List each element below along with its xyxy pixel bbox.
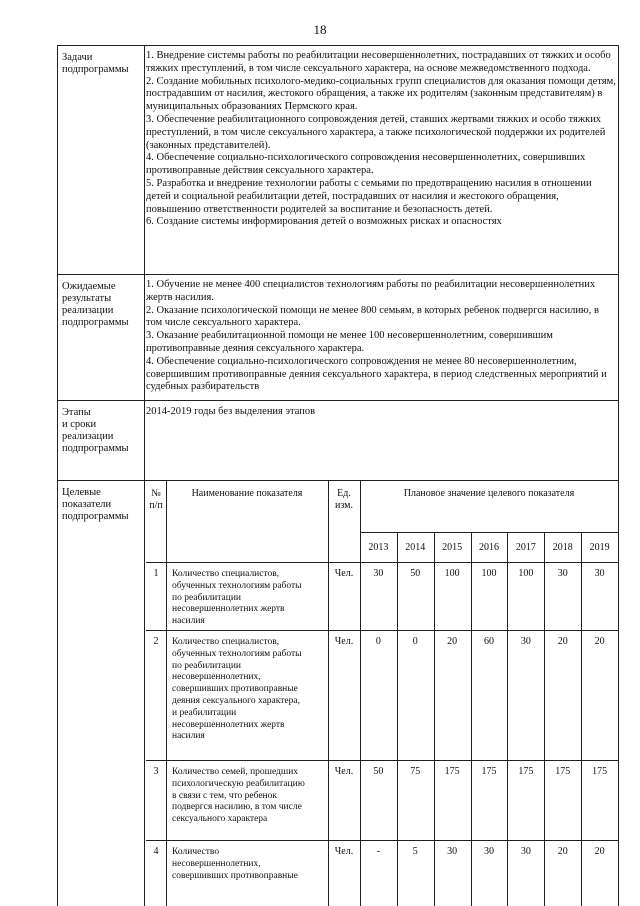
results-item: 4. Обеспечение социально-психологического сопровождения не менее 80 несовершеннолетним, совершившим противоправные деяния сексуального характера, в период следственных мероприятий и судебных разбирательств	[146, 355, 607, 393]
row-value-2013: -	[376, 846, 381, 857]
header-year: 2014	[405, 542, 426, 553]
tasks-content	[146, 50, 616, 229]
row-value-2016: 60	[483, 636, 494, 647]
tasks-item: 4. Обеспечение социально-психологического сопровождения несовершеннолетних, совершивших противоправные действия сексуального характера.	[146, 152, 586, 177]
header-year: 2019	[589, 542, 610, 553]
results-label: Ожидаемые результаты реализации подпрограммы	[62, 281, 129, 328]
row-number: 3	[153, 766, 159, 777]
row-indicator-name: Количество специалистов, обученных технологиям работы по реабилитации несовершеннолетних, совершивших противоправные деяния сексуального характера, и реабилитации несовершеннолетних жертв насилия	[172, 637, 302, 742]
row-value-2014: 0	[412, 636, 418, 647]
table-rule	[146, 840, 618, 841]
row-value-2014: 50	[410, 568, 421, 579]
header-year: 2013	[368, 542, 389, 553]
indicators-label: Целевые показатели подпрограммы	[62, 487, 129, 522]
header-year: 2018	[552, 542, 573, 553]
row-value-2018: 20	[557, 846, 568, 857]
table-rule	[328, 480, 329, 906]
tasks-item: 6. Создание системы информирования детей о возможных рисках и опасностях	[146, 216, 502, 228]
tasks-item: 3. Обеспечение реабилитационного сопровождения детей, ставших жертвами тяжких и особо тяжких преступлений, в том числе сексуального характера, а также психологической поддержки их родителей (законных представителей).	[146, 113, 606, 151]
table-rule	[166, 480, 167, 906]
row-value-2015: 20	[447, 636, 458, 647]
row-value-2013: 50	[373, 766, 384, 777]
row-value-2014: 75	[410, 766, 421, 777]
row-value-2017: 100	[518, 568, 534, 579]
row-number: 1	[153, 568, 159, 579]
header-year: 2016	[478, 542, 499, 553]
row-value-2019: 20	[594, 636, 605, 647]
row-value-2017: 175	[518, 766, 534, 777]
results-item: 3. Оказание реабилитационной помощи не менее 100 несовершеннолетним, совершившим противоправные деяния сексуального характера.	[146, 330, 553, 354]
row-value-2016: 100	[481, 568, 497, 579]
results-item: 2. Оказание психологической помощи не менее 800 семьям, в которых ребенок подвергся насилию, в том числе сексуального характера.	[146, 304, 599, 329]
header-name: Наименование показателя	[191, 488, 303, 499]
row-divider	[58, 400, 618, 401]
row-value-2018: 30	[557, 568, 568, 579]
row-indicator-name: Количество семей, прошедших психологическую реабилитацию в связи с тем, что ребенок подвергся насилию, в том числе сексуального характера	[172, 767, 305, 825]
table-rule	[146, 630, 618, 631]
header-year: 2017	[515, 542, 536, 553]
table-rule	[146, 562, 618, 563]
row-number: 2	[153, 636, 159, 647]
passport-table	[57, 45, 619, 906]
row-value-2014: 5	[412, 846, 418, 857]
table-rule	[146, 760, 618, 761]
indicator-table	[146, 480, 618, 906]
tasks-label: Задачи подпрограммы	[62, 52, 129, 75]
tasks-item: 5. Разработка и внедрение технологии работы с семьями по предотвращению насилия в отношении детей и социальной реабилитации детей, пострадавших от насилия и жестокого обращения, повышению ответственности родителей за воспитание и безопасность детей.	[146, 177, 592, 215]
row-value-2019: 30	[594, 568, 605, 579]
results-content	[146, 279, 616, 394]
row-value-2018: 20	[557, 636, 568, 647]
row-indicator-name: Количество несовершеннолетних, совершивших противоправные	[172, 847, 298, 881]
row-value-2015: 100	[444, 568, 460, 579]
stages-content: 2014-2019 годы без выделения этапов	[146, 406, 316, 417]
row-value-2016: 175	[481, 766, 497, 777]
row-unit: Чел.	[334, 766, 354, 777]
row-number: 4	[153, 846, 159, 857]
stages-label: Этапы и сроки реализации подпрограммы	[62, 407, 129, 454]
tasks-item: 2. Создание мобильных психолого-медико-социальных групп специалистов для оказания помощи детям, пострадавшим от насилия, жестокого обращения, а также их родителям (законным представителям) в муниципальных образованиях Пермского края.	[146, 75, 616, 113]
row-divider	[58, 274, 618, 275]
row-value-2013: 0	[375, 636, 381, 647]
row-value-2017: 30	[520, 846, 531, 857]
tasks-item: 1. Внедрение системы работы по реабилитации несовершеннолетних, пострадавших от тяжких и особо тяжких преступлений, в том числе сексуального характера, на основе межведомственного подхода.	[146, 50, 611, 74]
row-value-2015: 175	[444, 766, 460, 777]
header-year: 2015	[442, 542, 463, 553]
row-value-2013: 30	[373, 568, 384, 579]
header-number: № п/п	[149, 488, 163, 511]
row-value-2017: 30	[520, 636, 531, 647]
header-unit: Ед. изм.	[335, 488, 353, 511]
row-value-2015: 30	[447, 846, 458, 857]
page-number: 18	[313, 22, 327, 37]
row-unit: Чел.	[334, 636, 354, 647]
indicators-area	[58, 480, 618, 906]
row-unit: Чел.	[334, 846, 354, 857]
row-value-2016: 30	[483, 846, 494, 857]
row-value-2019: 175	[592, 766, 608, 777]
header-plan: Плановое значение целевого показателя	[403, 488, 575, 499]
row-indicator-name: Количество специалистов, обученных технологиям работы по реабилитации несовершеннолетних жертв насилия	[172, 569, 302, 627]
table-rule	[360, 532, 618, 533]
row-unit: Чел.	[334, 568, 354, 579]
row-value-2019: 20	[594, 846, 605, 857]
results-item: 1. Обучение не менее 400 специалистов технологиям работы по реабилитации несовершеннолетних жертв насилия.	[146, 279, 596, 303]
row-value-2018: 175	[555, 766, 571, 777]
